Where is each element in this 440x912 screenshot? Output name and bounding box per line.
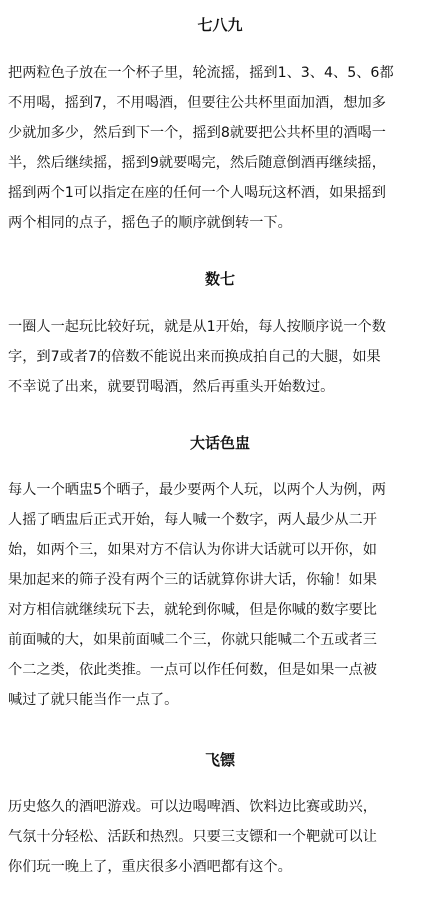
text-line: 你们玩一晚上了，重庆很多小酒吧都有这个。 (8, 859, 292, 875)
text-line: 半，然后继续摇，摇到9就要喝完，然后随意倒酒再继续摇， (8, 155, 386, 171)
text-line: 字，到7或者7的倍数不能说出来而换成拍自己的大腿，如果 (8, 349, 381, 365)
text-line: 不用喝，摇到7，不用喝酒，但要往公共杯里面加酒，想加多 (8, 95, 386, 111)
section-title-feibiao: 飞镖 (204, 751, 235, 769)
text-line: 一圈人一起玩比较好玩，就是从1开始，每人按顺序说一个数 (8, 319, 386, 335)
section-title-dahuasezhong: 大话色盅 (189, 434, 250, 452)
text-line: 始，如两个三，如果对方不信认为你讲大话就可以开你，如 (8, 542, 377, 558)
section-body-shuqi (8, 312, 436, 402)
text-line: 喊过了就只能当作一点了。 (8, 692, 179, 708)
section-title-qibajiu: 七八九 (197, 16, 243, 34)
text-line: 少就加多少，然后到下一个，摇到8就要把公共杯里的酒喝一 (8, 125, 386, 141)
section-body-feibiao (8, 792, 436, 882)
text-line: 人摇了晒盅后正式开始，每人喊一个数字，两人最少从二开 (8, 512, 377, 528)
text-line: 前面喊的大，如果前面喊二个三，你就只能喊二个五或者三 (8, 632, 377, 648)
text-line: 两个相同的点子，摇色子的顺序就倒转一下。 (8, 215, 292, 231)
text-line: 个二之类，依此类推。一点可以作任何数，但是如果一点被 (8, 662, 377, 678)
section-title-shuqi: 数七 (204, 270, 235, 288)
section-body-dahuasezhong (8, 475, 436, 715)
text-line: 对方相信就继续玩下去，就轮到你喊，但是你喊的数字要比 (8, 602, 377, 618)
section-body-qibajiu (8, 58, 436, 238)
text-line: 不幸说了出来，就要罚喝酒，然后再重头开始数过。 (8, 379, 335, 395)
text-line: 摇到两个1可以指定在座的任何一个人喝玩这杯酒，如果摇到 (8, 185, 386, 201)
text-line: 把两粒色子放在一个杯子里，轮流摇，摇到1、3、4、5、6都 (8, 65, 394, 81)
text-line: 每人一个晒盅5个晒子，最少要两个人玩，以两个人为例，两 (8, 482, 386, 498)
text-line: 果加起来的筛子没有两个三的话就算你讲大话，你输！如果 (8, 572, 377, 588)
text-line: 历史悠久的酒吧游戏。可以边喝啤酒、饮料边比赛或助兴， (8, 799, 377, 815)
text-line: 气氛十分轻松、活跃和热烈。只要三支镖和一个靶就可以让 (8, 829, 377, 845)
